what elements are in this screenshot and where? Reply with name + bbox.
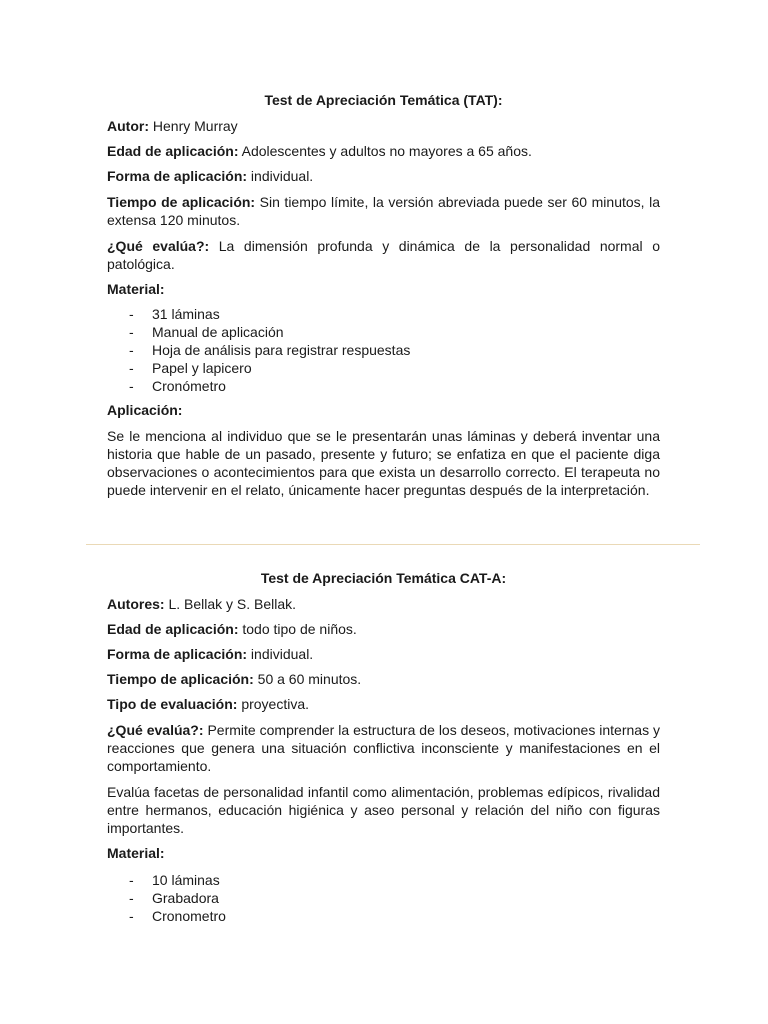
cat-authors-value: L. Bellak y S. Bellak. [164, 596, 297, 612]
cat-time-field [107, 671, 660, 688]
cat-authors-label: Autores: [107, 596, 165, 612]
cat-material-heading: Material: [107, 845, 165, 861]
tat-material-list [107, 305, 660, 395]
tat-application-text: Se le menciona al individuo que se le presentarán unas láminas y deberá inventar una historia que hable de un pasado, presente y futuro; se enfatiza en que el paciente diga observaciones o acontecimientos para que exista un desarrollo correcto. El terapeuta no puede intervenir en el relato, únicamente hacer preguntas después de la interpretación. [107, 428, 660, 498]
tat-form-value: individual. [247, 168, 314, 184]
tat-section [107, 92, 660, 499]
tat-author-label: Autor: [107, 118, 149, 134]
tat-evaluates-value: La dimensión profunda y dinámica de la personalidad normal o patológica. [107, 238, 660, 272]
cat-type-value: proyectiva. [237, 696, 310, 712]
tat-title: Test de Apreciación Temática (TAT): [264, 92, 503, 108]
list-item [107, 889, 660, 907]
list-dash: - [129, 872, 134, 888]
cat-form-label: Forma de aplicación: [107, 646, 248, 662]
tat-time-label: Tiempo de aplicación: [107, 194, 256, 210]
cat-time-label: Tiempo de aplicación: [107, 671, 254, 687]
cat-evaluates-value: Permite comprender la estructura de los deseos, motivaciones internas y reacciones que genera una situación conflictiva inconsciente y manifestaciones en el comportamiento. [107, 722, 661, 774]
list-dash: - [129, 324, 134, 340]
tat-application-heading: Aplicación: [107, 402, 183, 418]
list-item-text: Grabadora [152, 890, 219, 906]
list-item-text: Cronometro [152, 908, 226, 924]
list-item-text: Hoja de análisis para registrar respuestas [152, 342, 411, 358]
list-item [107, 359, 660, 377]
cat-facets-text: Evalúa facetas de personalidad infantil como alimentación, problemas edípicos, rivalidad entre hermanos, educación higiénica y aseo personal y relación del niño con figuras importantes. [107, 784, 660, 836]
cat-evaluates-label: ¿Qué evalúa?: [107, 722, 204, 738]
cat-authors-field [107, 596, 660, 613]
tat-evaluates-field [107, 237, 660, 273]
tat-age-value: Adolescentes y adultos no mayores a 65 años. [238, 143, 532, 159]
list-item-text: Cronómetro [152, 378, 226, 394]
cat-age-label: Edad de aplicación: [107, 621, 239, 637]
tat-form-label: Forma de aplicación: [107, 168, 248, 184]
list-item [107, 341, 660, 359]
list-item [107, 305, 660, 323]
list-dash: - [129, 306, 134, 322]
list-item [107, 323, 660, 341]
tat-author-value: Henry Murray [149, 118, 238, 134]
list-dash: - [129, 890, 134, 906]
tat-form-field [107, 168, 660, 185]
list-item [107, 377, 660, 395]
cat-title: Test de Apreciación Temática CAT-A: [260, 570, 507, 586]
tat-age-label: Edad de aplicación: [107, 143, 239, 159]
tat-material-heading: Material: [107, 281, 165, 297]
list-item-text: 10 láminas [152, 872, 220, 888]
list-item [107, 871, 660, 889]
list-item [107, 907, 660, 925]
list-dash: - [129, 342, 134, 358]
cat-section [107, 570, 660, 932]
list-dash: - [129, 908, 134, 924]
cat-form-field [107, 646, 660, 663]
list-item-text: Manual de aplicación [152, 324, 284, 340]
cat-evaluates-field [107, 721, 660, 775]
cat-form-value: individual. [247, 646, 314, 662]
cat-time-value: 50 a 60 minutos. [253, 671, 362, 687]
cat-age-value: todo tipo de niños. [238, 621, 357, 637]
cat-age-field [107, 621, 660, 638]
cat-material-list [107, 871, 660, 925]
tat-time-value: Sin tiempo límite, la versión abreviada puede ser 60 minutos, la extensa 120 minutos. [107, 194, 660, 228]
cat-type-label: Tipo de evaluación: [107, 696, 238, 712]
tat-age-field [107, 143, 660, 160]
list-dash: - [129, 360, 134, 376]
tat-author-field [107, 118, 660, 135]
list-dash: - [129, 378, 134, 394]
tat-time-field [107, 193, 660, 229]
list-item-text: Papel y lapicero [152, 360, 252, 376]
section-divider [86, 544, 700, 545]
tat-evaluates-label: ¿Qué evalúa?: [107, 238, 210, 254]
cat-type-field [107, 696, 660, 713]
list-item-text: 31 láminas [152, 306, 220, 322]
